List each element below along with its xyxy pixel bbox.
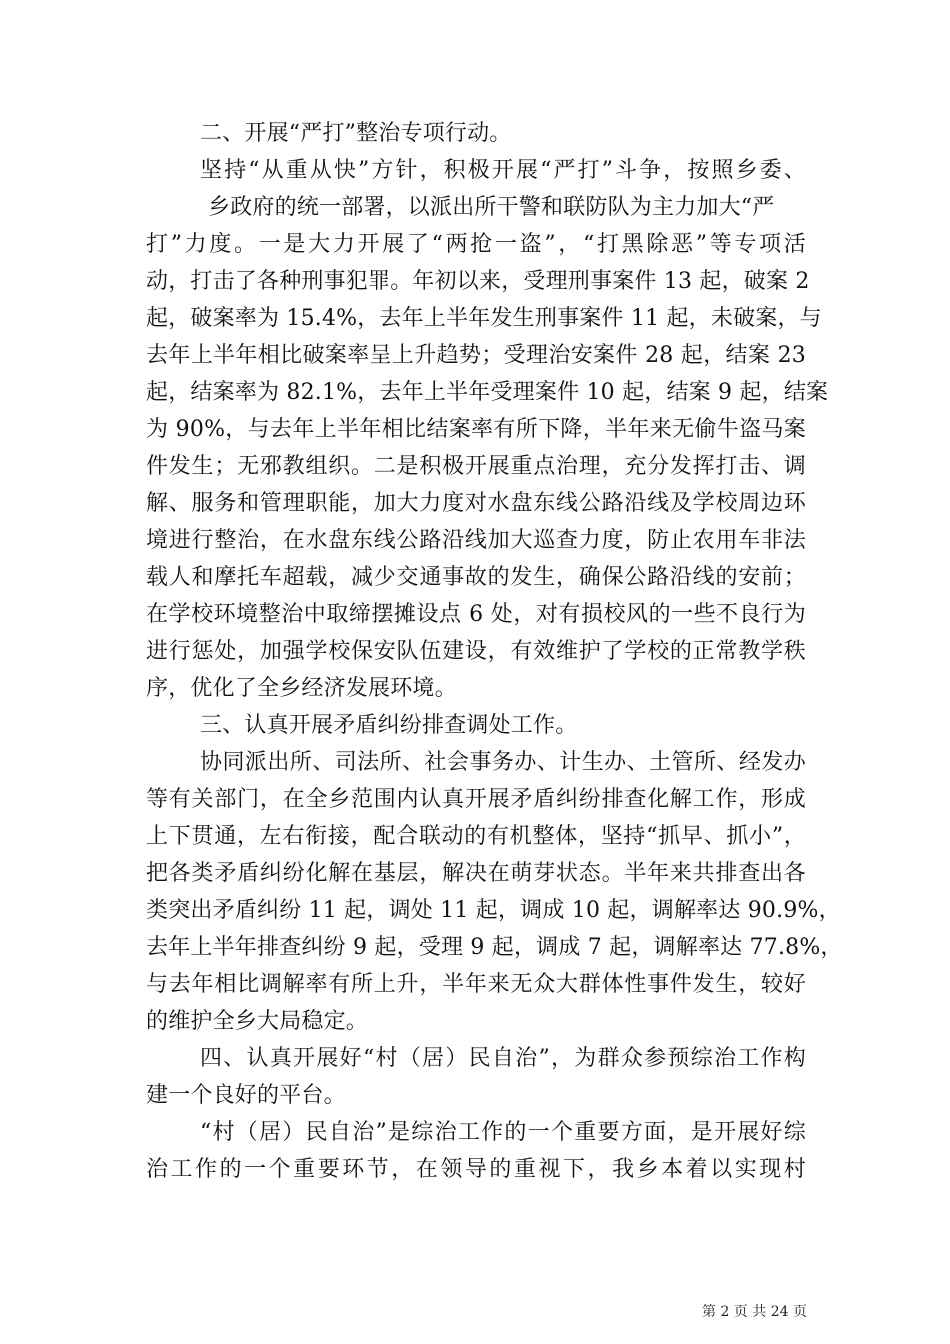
paragraph-line: 境进行整治，在水盘东线公路沿线加大巡查力度，防止农用车非法 bbox=[146, 528, 806, 553]
paragraph-line: 的维护全乡大局稳定。 bbox=[146, 1009, 369, 1034]
paragraph-line: 协同派出所、司法所、社会事务办、计生办、土管所、经发办 bbox=[200, 750, 806, 775]
paragraph-line: 进行惩处，加强学校保安队伍建设，有效维护了学校的正常教学秩 bbox=[146, 639, 806, 664]
paragraph-line: 去年上半年排查纠纷 9 起，受理 9 起，调成 7 起，调解率达 77.8%， bbox=[146, 935, 843, 960]
page-number-footer: 第 2 页 共 24 页 bbox=[702, 1304, 807, 1320]
paragraph-line: 起，破案率为 15.4%，去年上半年发生刑事案件 11 起，未破案，与 bbox=[146, 306, 822, 331]
paragraph-line: 与去年相比调解率有所上升，半年来无众大群体性事件发生，较好 bbox=[146, 972, 806, 997]
paragraph-line: 在学校环境整治中取缔摆摊设点 6 处，对有损校风的一些不良行为 bbox=[146, 602, 806, 627]
paragraph-line: 为 90%，与去年上半年相比结案率有所下降，半年来无偷牛盗马案 bbox=[146, 417, 806, 442]
paragraph-line: 起，结案率为 82.1%，去年上半年受理案件 10 起，结案 9 起，结案 bbox=[146, 380, 829, 405]
paragraph-line: 打”力度。一是大力开展了“两抢一盗”，“打黑除恶”等专项活 bbox=[146, 232, 806, 257]
paragraph-line: 坚持“从重从快”方针，积极开展“严打”斗争，按照乡委、 bbox=[200, 158, 806, 183]
paragraph-line: 解、服务和管理职能，加大力度对水盘东线公路沿线及学校周边环 bbox=[146, 491, 806, 516]
heading-section-3: 三、认真开展矛盾纠纷排查调处工作。 bbox=[200, 713, 578, 738]
paragraph-line: 把各类矛盾纠纷化解在基层，解决在萌芽状态。半年来共排查出各 bbox=[146, 861, 806, 886]
paragraph-line: 载人和摩托车超载，减少交通事故的发生，确保公路沿线的安前； bbox=[146, 565, 806, 590]
paragraph-line: 乡政府的统一部署，以派出所干警和联防队为主力加大“严 bbox=[208, 195, 775, 220]
paragraph-line: 上下贯通，左右衔接，配合联动的有机整体，坚持“抓早、抓小”， bbox=[146, 824, 806, 849]
paragraph-line: 去年上半年相比破案率呈上升趋势；受理治安案件 28 起，结案 23 bbox=[146, 343, 806, 368]
paragraph-line: 治工作的一个重要环节，在领导的重视下，我乡本着以实现村 bbox=[146, 1157, 806, 1182]
paragraph-line: 类突出矛盾纠纷 11 起，调处 11 起，调成 10 起，调解率达 90.9%， bbox=[146, 898, 841, 923]
paragraph-line: 等有关部门，在全乡范围内认真开展矛盾纠纷排查化解工作，形成 bbox=[146, 787, 806, 812]
paragraph-line: 序，优化了全乡经济发展环境。 bbox=[146, 676, 457, 701]
heading-section-4: 四、认真开展好“村（居）民自治”，为群众参预综治工作构 bbox=[200, 1046, 806, 1071]
paragraph-line: 件发生；无邪教组织。二是积极开展重点治理，充分发挥打击、调 bbox=[146, 454, 806, 479]
paragraph-line: “村（居）民自治”是综治工作的一个重要方面，是开展好综 bbox=[200, 1120, 806, 1145]
paragraph-line: 动，打击了各种刑事犯罪。年初以来，受理刑事案件 13 起，破案 2 bbox=[146, 269, 810, 294]
heading-section-4-cont: 建一个良好的平台。 bbox=[146, 1083, 346, 1108]
heading-section-2: 二、开展“严打”整治专项行动。 bbox=[200, 121, 512, 146]
